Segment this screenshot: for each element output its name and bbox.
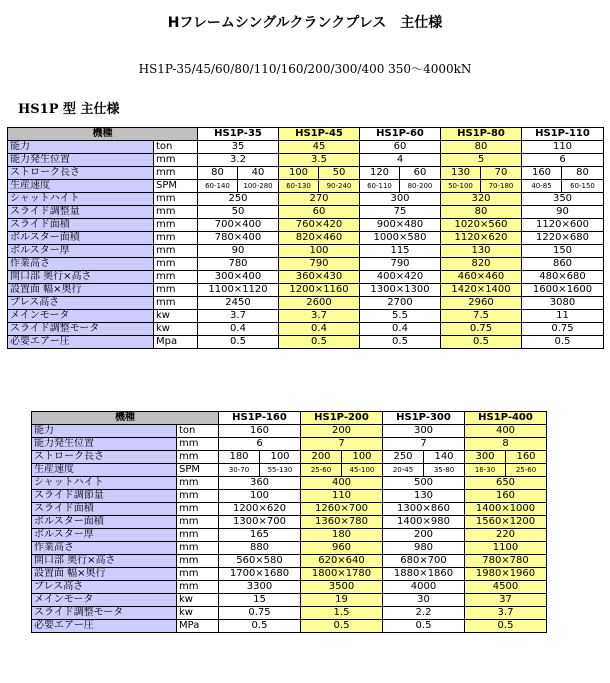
cell-value: 200 [383,529,465,542]
cell-value: 4000 [383,581,465,594]
row-label: 作業高さ [8,258,154,271]
cell-value: 80 [562,167,604,180]
cell-value: 250 [383,451,424,464]
cell-value: 300 [465,451,506,464]
cell-value: 6 [219,438,301,451]
row-label: メインモータ [32,594,177,607]
row-label: ボルスター面積 [32,516,177,529]
row-label: 必要エアー圧 [32,620,177,633]
cell-value: 70 [481,167,522,180]
row-label: 生産速度 [32,464,177,477]
row-label: 能力 [8,141,154,154]
cell-value: 60-130 [279,180,319,193]
cell-value: 3300 [219,581,301,594]
row-label: スライド面積 [8,219,154,232]
model-header: HS1P-45 [279,128,360,141]
cell-value: 60-110 [360,180,400,193]
cell-value: 860 [522,258,604,271]
cell-value: 460×460 [441,271,522,284]
row-label: メインモータ [8,310,154,323]
cell-value: 60-140 [198,180,238,193]
cell-value: 780×400 [198,232,279,245]
cell-value: 50 [319,167,360,180]
cell-value: 6 [522,154,604,167]
cell-value: 1400×1000 [465,503,547,516]
cell-value: 200 [301,425,383,438]
cell-value: 50 [198,206,279,219]
cell-value: 20-45 [383,464,424,477]
cell-value: 110 [301,490,383,503]
row-label: 開口部 奥行×高さ [8,271,154,284]
row-unit: mm [154,271,198,284]
model-header: HS1P-160 [219,412,301,425]
row-unit: mm [177,490,219,503]
table-row [8,167,604,180]
cell-value: 300×400 [198,271,279,284]
row-label: ストローク長さ [32,451,177,464]
row-unit: mm [177,581,219,594]
cell-value: 90 [198,245,279,258]
cell-value: 820 [441,258,522,271]
cell-value: 980 [383,542,465,555]
cell-value: 1200×1160 [279,284,360,297]
model-header: HS1P-35 [198,128,279,141]
table-row [32,594,547,607]
cell-value: 650 [465,477,547,490]
cell-value: 45-100 [342,464,383,477]
cell-value: 140 [424,451,465,464]
row-unit: ton [154,141,198,154]
row-unit: mm [177,529,219,542]
row-label: スライド面積 [32,503,177,516]
cell-value: 1360×780 [301,516,383,529]
cell-value: 160 [506,451,547,464]
row-unit: mm [177,438,219,451]
cell-value: 0.5 [441,336,522,349]
table-row [8,154,604,167]
cell-value: 1000×580 [360,232,441,245]
cell-value: 4 [360,154,441,167]
table-row [8,193,604,206]
cell-value: 0.4 [198,323,279,336]
row-unit: mm [177,516,219,529]
cell-value: 15 [219,594,301,607]
cell-value: 0.4 [360,323,441,336]
cell-value: 5 [441,154,522,167]
cell-value: 1300×860 [383,503,465,516]
cell-value: 320 [441,193,522,206]
cell-value: 1260×700 [301,503,383,516]
cell-value: 130 [383,490,465,503]
row-label: シャットハイト [8,193,154,206]
header-label: 機種 [8,128,198,141]
row-unit: mm [154,297,198,310]
cell-value: 400 [465,425,547,438]
cell-value: 2.2 [383,607,465,620]
table-row [8,258,604,271]
table-row [8,336,604,349]
cell-value: 1100×1120 [198,284,279,297]
row-unit: Mpa [154,336,198,349]
cell-value: 790 [360,258,441,271]
table-row [32,425,547,438]
cell-value: 25-60 [301,464,342,477]
cell-value: 780 [198,258,279,271]
cell-value: 1560×1200 [465,516,547,529]
cell-value: 60 [279,206,360,219]
cell-value: 1400×980 [383,516,465,529]
cell-value: 60-150 [562,180,604,193]
row-label: シャットハイト [32,477,177,490]
cell-value: 2450 [198,297,279,310]
table-row [32,516,547,529]
cell-value: 0.75 [219,607,301,620]
table-row [32,581,547,594]
cell-value: 16-30 [465,464,506,477]
table-row [32,490,547,503]
cell-value: 0.4 [279,323,360,336]
table-row [8,271,604,284]
cell-value: 60 [360,141,441,154]
cell-value: 700×400 [198,219,279,232]
cell-value: 180 [301,529,383,542]
row-label: 生産速度 [8,180,154,193]
model-header: HS1P-110 [522,128,604,141]
cell-value: 780×780 [465,555,547,568]
row-label: ボルスター厚 [32,529,177,542]
cell-value: 0.75 [522,323,604,336]
model-header: HS1P-80 [441,128,522,141]
table-row [32,529,547,542]
row-unit: mm [177,451,219,464]
cell-value: 880 [219,542,301,555]
cell-value: 3080 [522,297,604,310]
cell-value: 165 [219,529,301,542]
cell-value: 1.5 [301,607,383,620]
cell-value: 3.7 [465,607,547,620]
row-label: プレス高さ [8,297,154,310]
cell-value: 360×430 [279,271,360,284]
cell-value: 75 [360,206,441,219]
cell-value: 25-60 [506,464,547,477]
cell-value: 11 [522,310,604,323]
model-header: HS1P-60 [360,128,441,141]
row-unit: mm [177,542,219,555]
row-unit: MPa [177,620,219,633]
cell-value: 90-240 [319,180,360,193]
row-label: ボルスター面積 [8,232,154,245]
cell-value: 820×460 [279,232,360,245]
cell-value: 110 [522,141,604,154]
cell-value: 160 [522,167,562,180]
row-label: 能力 [32,425,177,438]
cell-value: 70-180 [481,180,522,193]
row-label: スライド調整モータ [8,323,154,336]
row-label: 能力発生位置 [32,438,177,451]
cell-value: 55-130 [260,464,301,477]
cell-value: 620×640 [301,555,383,568]
cell-value: 1220×680 [522,232,604,245]
header-label: 機種 [32,412,219,425]
table-row [32,555,547,568]
row-label: スライド調整量 [8,206,154,219]
spec-table-2 [31,411,547,633]
cell-value: 8 [465,438,547,451]
header-row [8,128,604,141]
cell-value: 150 [522,245,604,258]
row-unit: mm [177,477,219,490]
cell-value: 2600 [279,297,360,310]
row-label: スライド調整モータ [32,607,177,620]
row-unit: mm [154,258,198,271]
cell-value: 1300×1300 [360,284,441,297]
table-row [8,284,604,297]
cell-value: 160 [219,425,301,438]
cell-value: 37 [465,594,547,607]
row-unit: ton [177,425,219,438]
cell-value: 3.5 [279,154,360,167]
row-unit: mm [154,206,198,219]
cell-value: 400 [301,477,383,490]
row-unit: mm [154,232,198,245]
row-label: 能力発生位置 [8,154,154,167]
row-label: 必要エアー圧 [8,336,154,349]
row-unit: kw [154,310,198,323]
cell-value: 90 [522,206,604,219]
cell-value: 960 [301,542,383,555]
cell-value: 4500 [465,581,547,594]
cell-value: 19 [301,594,383,607]
row-unit: mm [177,568,219,581]
row-unit: mm [154,193,198,206]
table-row [32,503,547,516]
row-unit: kw [154,323,198,336]
cell-value: 1120×600 [522,219,604,232]
cell-value: 300 [383,425,465,438]
cell-value: 0.5 [219,620,301,633]
table-row [32,438,547,451]
cell-value: 1800×1780 [301,568,383,581]
row-label: 作業高さ [32,542,177,555]
cell-value: 50-100 [441,180,481,193]
cell-value: 790 [279,258,360,271]
header-row [32,412,547,425]
section-heading: HS1P 型 主仕様 [18,102,120,117]
row-label: スライド調節量 [32,490,177,503]
cell-value: 7.5 [441,310,522,323]
table-row [32,477,547,490]
cell-value: 40-85 [522,180,562,193]
cell-value: 100 [342,451,383,464]
cell-value: 160 [465,490,547,503]
model-header: HS1P-300 [383,412,465,425]
cell-value: 1980×1960 [465,568,547,581]
table-row [32,607,547,620]
cell-value: 30-70 [219,464,260,477]
table-row [8,245,604,258]
cell-value: 1420×1400 [441,284,522,297]
cell-value: 115 [360,245,441,258]
cell-value: 130 [441,245,522,258]
cell-value: 760×420 [279,219,360,232]
row-unit: mm [154,167,198,180]
table-row [32,451,547,464]
row-unit: mm [177,503,219,516]
row-label: 開口部 奥行×高さ [32,555,177,568]
page-subtitle: HS1P-35/45/60/80/110/160/200/300/400 350～4000kN [138,62,472,76]
table-row [8,310,604,323]
cell-value: 45 [279,141,360,154]
row-label: 設置面 幅×奥行 [32,568,177,581]
row-unit: kw [177,607,219,620]
cell-value: 80 [441,206,522,219]
cell-value: 0.5 [360,336,441,349]
row-label: プレス高さ [32,581,177,594]
cell-value: 3.7 [198,310,279,323]
row-label: 設置面 幅×奥行 [8,284,154,297]
cell-value: 100-280 [238,180,279,193]
row-unit: kw [177,594,219,607]
cell-value: 0.75 [441,323,522,336]
cell-value: 250 [198,193,279,206]
cell-value: 130 [441,167,481,180]
table-row [8,323,604,336]
cell-value: 0.5 [301,620,383,633]
cell-value: 270 [279,193,360,206]
cell-value: 35 [198,141,279,154]
table-row [32,542,547,555]
row-unit: mm [154,154,198,167]
cell-value: 1100 [465,542,547,555]
table-row [8,297,604,310]
cell-value: 1600×1600 [522,284,604,297]
row-unit: mm [154,284,198,297]
cell-value: 30 [383,594,465,607]
cell-value: 350 [522,193,604,206]
cell-value: 180 [219,451,260,464]
row-unit: SPM [154,180,198,193]
table-row [32,568,547,581]
cell-value: 1200×620 [219,503,301,516]
cell-value: 0.5 [198,336,279,349]
cell-value: 3.7 [279,310,360,323]
cell-value: 2700 [360,297,441,310]
cell-value: 0.5 [465,620,547,633]
table-row [8,232,604,245]
cell-value: 0.5 [279,336,360,349]
cell-value: 900×480 [360,219,441,232]
cell-value: 100 [279,167,319,180]
cell-value: 3500 [301,581,383,594]
row-label: ストローク長さ [8,167,154,180]
cell-value: 80 [441,141,522,154]
row-label: ボルスター厚 [8,245,154,258]
cell-value: 5.5 [360,310,441,323]
cell-value: 1020×560 [441,219,522,232]
cell-value: 100 [279,245,360,258]
table-row [32,620,547,633]
table-row [8,206,604,219]
cell-value: 480×680 [522,271,604,284]
cell-value: 60 [400,167,441,180]
table-row [8,141,604,154]
cell-value: 220 [465,529,547,542]
cell-value: 1700×1680 [219,568,301,581]
cell-value: 7 [301,438,383,451]
cell-value: 100 [219,490,301,503]
row-unit: SPM [177,464,219,477]
cell-value: 3.2 [198,154,279,167]
cell-value: 40 [238,167,279,180]
cell-value: 360 [219,477,301,490]
cell-value: 80-200 [400,180,441,193]
cell-value: 500 [383,477,465,490]
page-title: Hフレームシングルクランクプレス 主仕様 [167,15,443,31]
cell-value: 560×580 [219,555,301,568]
table-row [8,180,604,193]
cell-value: 300 [360,193,441,206]
table-row [8,219,604,232]
table-row [32,464,547,477]
model-header: HS1P-200 [301,412,383,425]
cell-value: 0.5 [522,336,604,349]
row-unit: mm [177,555,219,568]
cell-value: 35-80 [424,464,465,477]
row-unit: mm [154,245,198,258]
cell-value: 0.5 [383,620,465,633]
cell-value: 1880×1860 [383,568,465,581]
cell-value: 120 [360,167,400,180]
cell-value: 7 [383,438,465,451]
cell-value: 80 [198,167,238,180]
cell-value: 1300×700 [219,516,301,529]
cell-value: 100 [260,451,301,464]
row-unit: mm [154,219,198,232]
model-header: HS1P-400 [465,412,547,425]
cell-value: 2960 [441,297,522,310]
spec-table-1 [7,127,604,349]
cell-value: 680×700 [383,555,465,568]
cell-value: 200 [301,451,342,464]
cell-value: 400×420 [360,271,441,284]
cell-value: 1120×620 [441,232,522,245]
